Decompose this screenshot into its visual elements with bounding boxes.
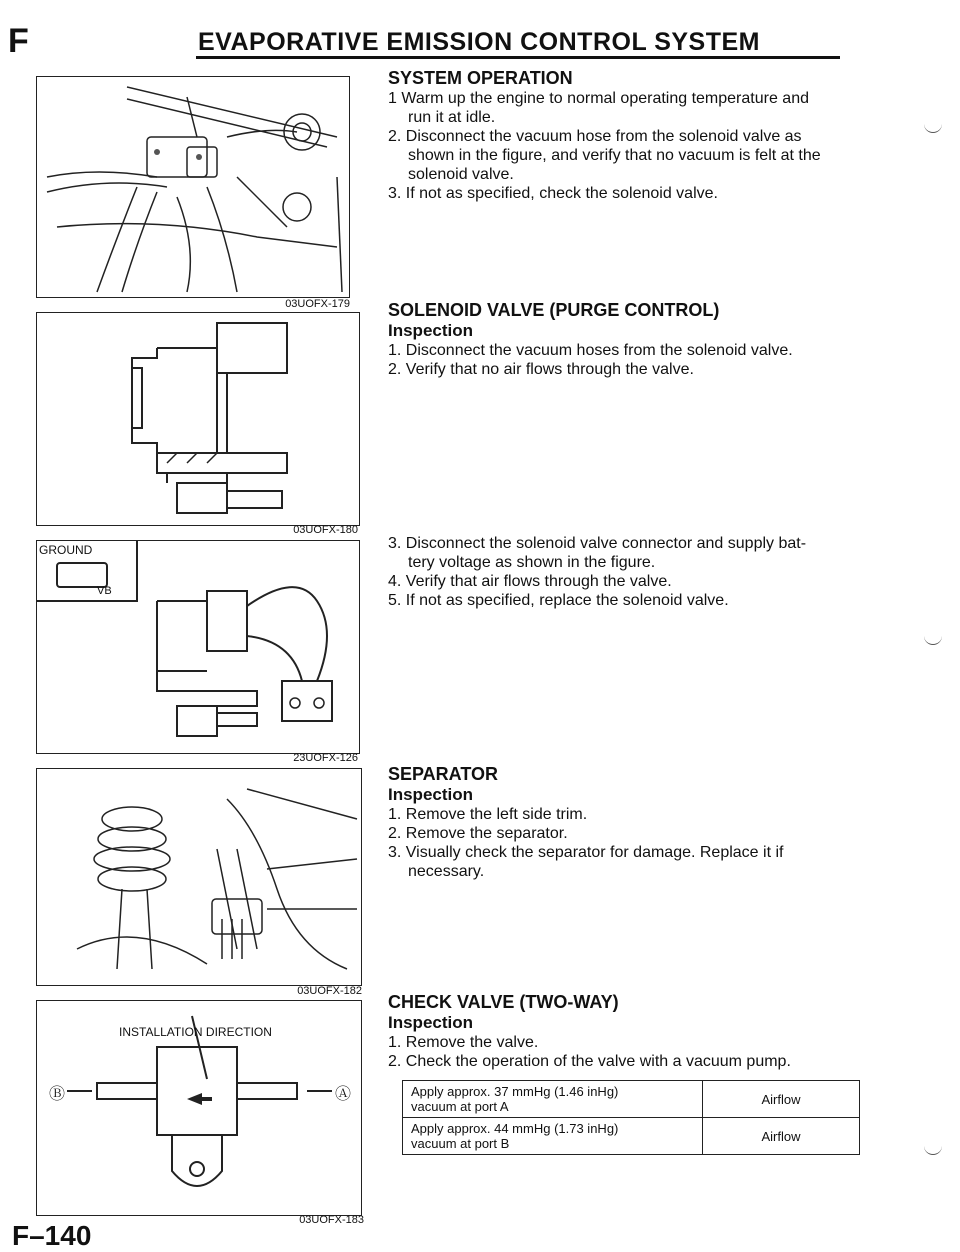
- section-title: SOLENOID VALVE (PURGE CONTROL): [388, 300, 720, 320]
- step-text: 5. If not as specified, replace the solenoid valve.: [388, 592, 729, 609]
- table-row: [403, 1118, 860, 1155]
- separator-section: [388, 764, 848, 881]
- section-title: SEPARATOR: [388, 764, 499, 784]
- step-text: 1. Disconnect the vacuum hoses from the solenoid valve.: [388, 342, 793, 359]
- table-cell-condition: [403, 1118, 703, 1155]
- solenoid-valve-illustration: [37, 313, 359, 525]
- step-text: 1. Remove the left side trim.: [388, 806, 588, 823]
- direction-label: INSTALLATION DIRECTION: [119, 1025, 272, 1039]
- figure-caption: 23UOFX-126: [293, 752, 358, 764]
- figure-caption: 03UOFX-179: [285, 298, 350, 310]
- page-title: EVAPORATIVE EMISSION CONTROL SYSTEM: [198, 28, 761, 56]
- section-subtitle: Inspection: [388, 321, 474, 340]
- port-a-label: Ⓐ: [335, 1086, 352, 1103]
- title-rule: [196, 56, 840, 59]
- figure-check-valve: [36, 1000, 362, 1216]
- section-subtitle: Inspection: [388, 1013, 474, 1032]
- port-b-label: Ⓑ: [49, 1086, 66, 1103]
- step-text: 1. Remove the valve.: [388, 1034, 539, 1051]
- step-text: 2. Disconnect the vacuum hose from the solenoid valve as: [388, 128, 802, 145]
- figure-caption: 03UOFX-183: [299, 1214, 364, 1226]
- vb-label: VB: [97, 585, 112, 597]
- step-text: 2. Check the operation of the valve with a vacuum pump.: [388, 1053, 791, 1070]
- figure-separator: [36, 768, 362, 986]
- section-letter: F: [8, 22, 29, 60]
- solenoid-valve-section: [388, 300, 848, 379]
- step-text: tery voltage as shown in the figure.: [408, 554, 656, 571]
- step-text: necessary.: [408, 863, 485, 880]
- step-text: 3. If not as specified, check the solenoid valve.: [388, 185, 718, 202]
- table-cell-result: Airflow: [703, 1118, 860, 1155]
- step-text: 4. Verify that air flows through the valve.: [388, 573, 672, 590]
- system-operation-section: [388, 68, 848, 203]
- page-number: F–140: [12, 1220, 92, 1251]
- separator-illustration: [37, 769, 361, 985]
- condition-line: Apply approx. 44 mmHg (1.73 inHg): [411, 1121, 619, 1136]
- step-text: shown in the figure, and verify that no vacuum is felt at the: [408, 147, 821, 164]
- step-text: solenoid valve.: [408, 166, 514, 183]
- condition-line: vacuum at port A: [411, 1099, 509, 1114]
- step-text: 3. Disconnect the solenoid valve connector and supply bat-: [388, 535, 807, 552]
- ground-label: GROUND: [39, 543, 93, 557]
- table-cell-result: Airflow: [703, 1081, 860, 1118]
- engine-hose-illustration: [37, 77, 349, 297]
- table-row: [403, 1081, 860, 1118]
- step-text: 1 Warm up the engine to normal operating temperature and: [388, 90, 809, 107]
- section-title: CHECK VALVE (TWO-WAY): [388, 992, 619, 1012]
- table-cell-condition: [403, 1081, 703, 1118]
- figure-solenoid-valve: [36, 312, 360, 526]
- figure-caption: 03UOFX-182: [297, 985, 362, 997]
- step-text: 3. Visually check the separator for damage. Replace it if: [388, 844, 784, 861]
- margin-mark: [924, 124, 942, 133]
- step-text: run it at idle.: [408, 109, 496, 126]
- margin-mark: [924, 636, 942, 645]
- solenoid-battery-illustration: [37, 541, 359, 753]
- check-valve-section: [388, 992, 848, 1071]
- figure-caption: 03UOFX-180: [293, 524, 358, 536]
- solenoid-valve-steps-b: [388, 534, 848, 610]
- figure-solenoid-battery: [36, 540, 360, 754]
- margin-mark: [924, 1146, 942, 1155]
- figure-engine-hose: [36, 76, 350, 298]
- condition-line: Apply approx. 37 mmHg (1.46 inHg): [411, 1084, 619, 1099]
- check-valve-spec-table: [402, 1080, 860, 1155]
- step-text: 2. Remove the separator.: [388, 825, 568, 842]
- section-subtitle: Inspection: [388, 785, 474, 804]
- condition-line: vacuum at port B: [411, 1136, 510, 1151]
- step-text: 2. Verify that no air flows through the valve.: [388, 361, 694, 378]
- section-title: SYSTEM OPERATION: [388, 68, 573, 88]
